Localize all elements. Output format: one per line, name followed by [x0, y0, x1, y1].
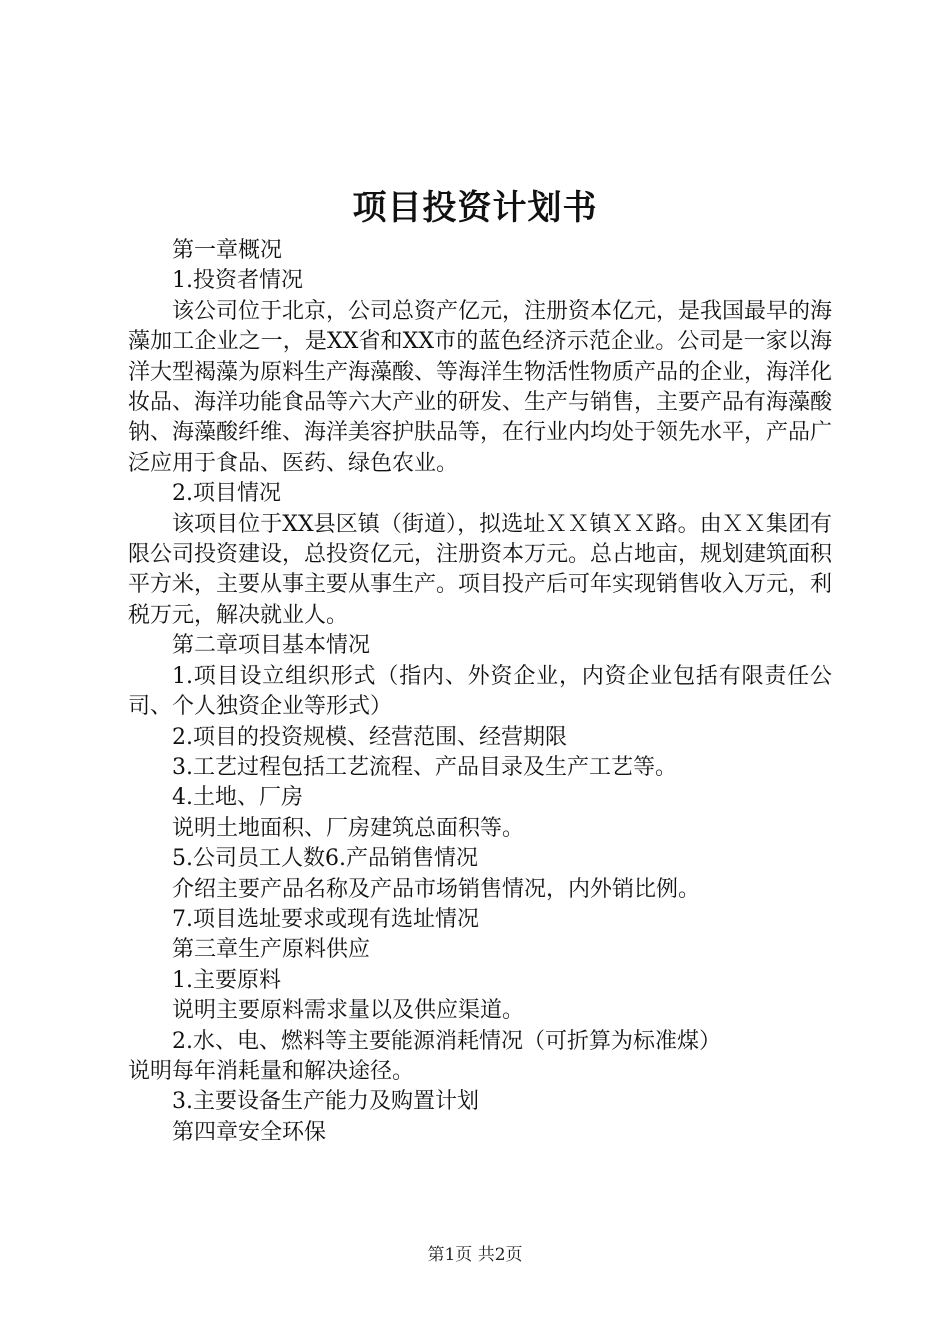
section-investor-heading: 1.投资者情况 — [172, 268, 303, 294]
item-energy-consumption: 2.水、电、燃料等主要能源消耗情况（可折算为标准煤） — [172, 1028, 721, 1054]
section-project-heading: 2.项目情况 — [172, 481, 281, 507]
item-process: 3.工艺过程包括工艺流程、产品目录及生产工艺等。 — [172, 754, 677, 780]
document-title: 项目投资计划书 — [352, 188, 598, 228]
item-equipment: 3.主要设备生产能力及购置计划 — [172, 1089, 479, 1115]
sales-note: 介绍主要产品名称及产品市场销售情况，内外销比例。 — [172, 876, 701, 902]
chapter-4-heading: 第四章安全环保 — [172, 1119, 327, 1145]
project-description: 该项目位于XX县区镇（街道），拟选址ＸＸ镇ＸＸ路。由ＸＸ集团有限公司投资建设，总投资亿元，注册资本万元。总占地亩，规划建筑面积平方米，主要从事主要从事生产。项目投产后可年实现销售收入万元，利税万元，解决就业人。 — [128, 511, 833, 628]
item-main-materials: 1.主要原料 — [172, 967, 281, 993]
item-investment-scale: 2.项目的投资规模、经营范围、经营期限 — [172, 724, 567, 750]
materials-note: 说明主要原料需求量以及供应渠道。 — [172, 998, 525, 1024]
energy-note: 说明每年消耗量和解决途径。 — [128, 1058, 415, 1084]
document-body — [128, 236, 832, 1148]
item-land-plant: 4.土地、厂房 — [172, 785, 303, 811]
chapter-3-heading: 第三章生产原料供应 — [172, 937, 371, 963]
page-footer: 第1页 共2页 — [427, 1245, 523, 1265]
land-plant-note: 说明土地面积、厂房建筑总面积等。 — [172, 815, 525, 841]
investor-description: 该公司位于北京，公司总资产亿元，注册资本亿元，是我国最早的海藻加工企业之一，是XX省和XX市的蓝色经济示范企业。公司是一家以海洋大型褐藻为原料生产海藻酸、等海洋生物活性物质产品的企业，海洋化妆品、海洋功能食品等六大产业的研发、生产与销售，主要产品有海藻酸钠、海藻酸纤维、海洋美容护肤品等，在行业内均处于领先水平，产品广泛应用于食品、医药、绿色农业。 — [128, 298, 833, 476]
chapter-1-heading: 第一章概况 — [172, 238, 283, 263]
item-staff-sales: 5.公司员工人数6.产品销售情况 — [172, 846, 478, 872]
chapter-2-heading: 第二章项目基本情况 — [172, 633, 371, 659]
item-site-selection: 7.项目选址要求或现有选址情况 — [172, 906, 479, 932]
item-organization-form: 1.项目设立组织形式（指内、外资企业，内资企业包括有限责任公司、个人独资企业等形式） — [128, 663, 832, 720]
